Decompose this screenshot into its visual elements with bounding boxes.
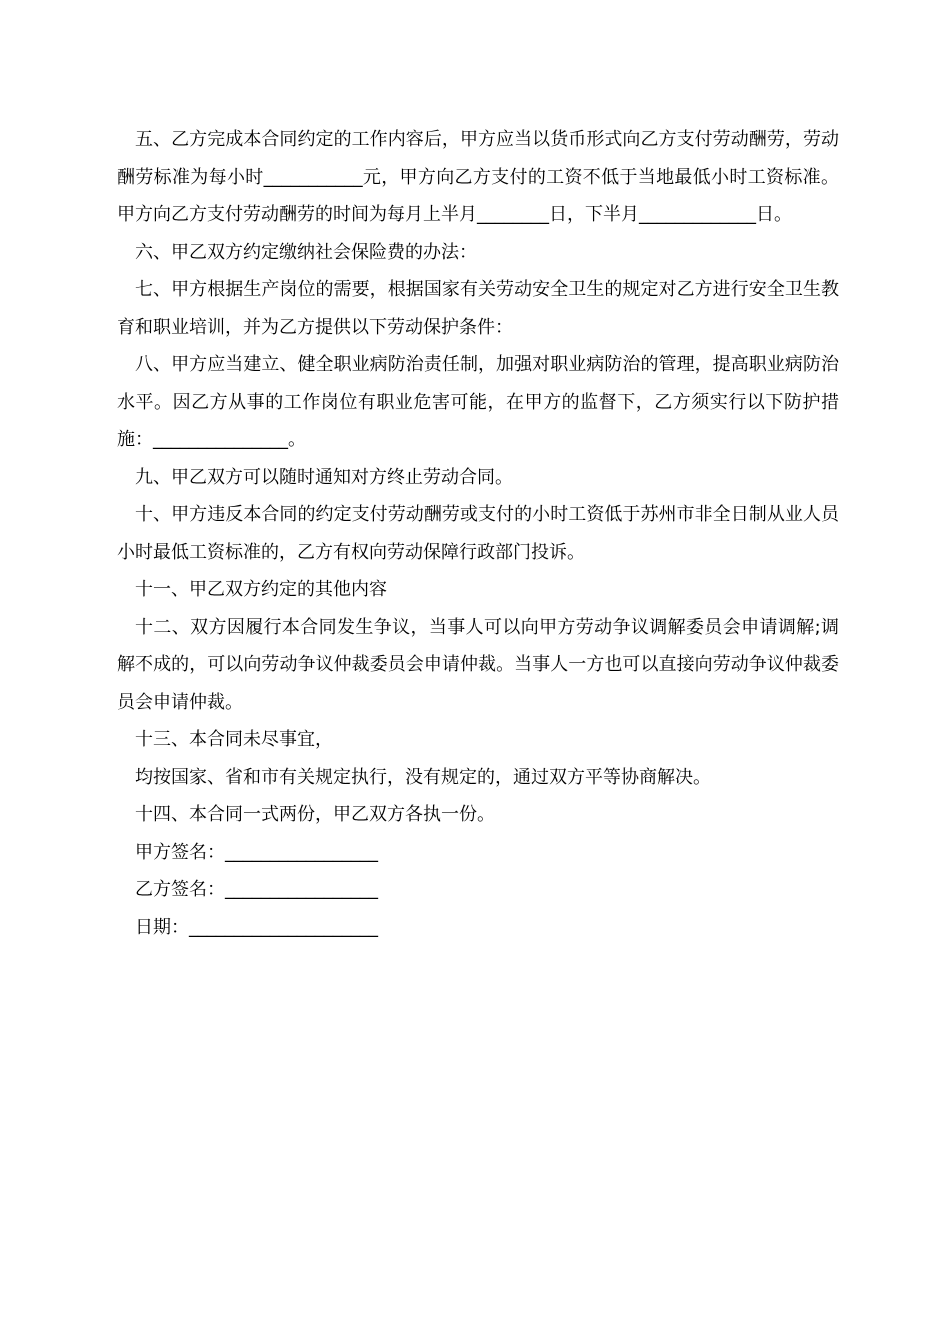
signature-party-a: 甲方签名：_________________ [135,841,378,863]
clause-10: 十、甲方违反本合同的约定支付劳动酬劳或支付的小时工资低于苏州市非全日制从业人员小时最低工资标准的，乙方有权向劳动保障行政部门投诉。 [117,504,839,563]
date-line: 日期：_____________________ [135,916,378,938]
clause-7: 七、甲方根据生产岗位的需要，根据国家有关劳动安全卫生的规定对乙方进行安全卫生教育和职业培训，并为乙方提供以下劳动保护条件： [117,279,839,338]
signature-party-b: 乙方签名：_________________ [135,879,378,900]
clause-6: 六、甲乙双方约定缴纳社会保险费的办法： [135,241,477,263]
clause-13-continued: 均按国家、省和市有关规定执行，没有规定的，通过双方平等协商解决。 [135,766,711,788]
document-body [117,121,839,946]
clause-12: 十二、双方因履行本合同发生争议，当事人可以向甲方劳动争议调解委员会申请调解;调解不成的，可以向劳动争议仲裁委员会申请仲裁。当事人一方也可以直接向劳动争议仲裁委员会申请仲裁。 [117,616,839,713]
clause-11: 十一、甲乙双方约定的其他内容 [135,579,387,600]
clause-9: 九、甲乙双方可以随时通知对方终止劳动合同。 [135,466,513,488]
clause-5: 五、乙方完成本合同约定的工作内容后，甲方应当以货币形式向乙方支付劳动酬劳，劳动酬劳标准为每小时___________元，甲方向乙方支付的工资不低于当地最低小时工资标准。甲方向乙方支付劳动酬劳的时间为每月上半月________日，下半月_____________日。 [117,129,839,225]
clause-13: 十三、本合同未尽事宜， [135,729,333,750]
clause-14: 十四、本合同一式两份，甲乙双方各执一份。 [135,804,495,825]
clause-8: 八、甲方应当建立、健全职业病防治责任制，加强对职业病防治的管理，提高职业病防治水平。因乙方从事的工作岗位有职业危害可能，在甲方的监督下，乙方须实行以下防护措施：_______________。 [117,354,839,450]
